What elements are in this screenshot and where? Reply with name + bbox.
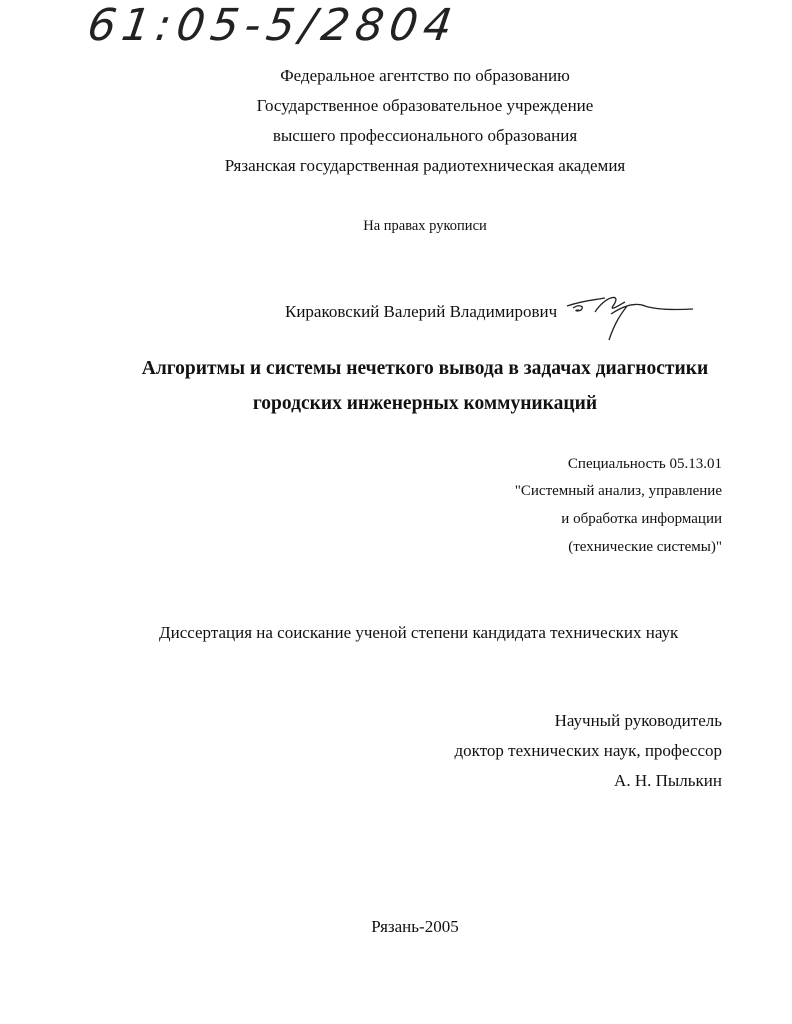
manuscript-note: На правах рукописи bbox=[363, 218, 487, 234]
specialty-line: и обработка информации bbox=[561, 511, 722, 527]
degree-statement: Диссертация на соискание ученой степени кандидата технических наук bbox=[159, 623, 679, 642]
header-line: Государственное образовательное учреждение bbox=[256, 96, 594, 115]
city-year: Рязань-2005 bbox=[371, 917, 459, 936]
supervisor-line: доктор технических наук, профессор bbox=[454, 741, 722, 760]
supervisor-line: А. Н. Пылькин bbox=[614, 771, 722, 790]
title-line-1: Алгоритмы и системы нечеткого вывода в задачах диагностики bbox=[141, 358, 709, 379]
handwritten-archive-number: 61:05-5/2804 bbox=[84, 0, 462, 51]
specialty-line: "Системный анализ, управление bbox=[514, 483, 722, 499]
header-line: высшего профессионального образования bbox=[272, 126, 578, 145]
author-signature bbox=[565, 292, 695, 342]
header-line: Федеральное агентство по образованию bbox=[280, 66, 570, 85]
header-line: Рязанская государственная радиотехническая академия bbox=[224, 156, 626, 175]
title-line-2: городских инженерных коммуникаций bbox=[252, 393, 598, 414]
specialty-line: (технические системы)" bbox=[568, 539, 722, 555]
specialty-line: Специальность 05.13.01 bbox=[567, 456, 722, 472]
author-name: Кираковский Валерий Владимирович bbox=[285, 302, 558, 321]
supervisor-line: Научный руководитель bbox=[554, 711, 722, 730]
